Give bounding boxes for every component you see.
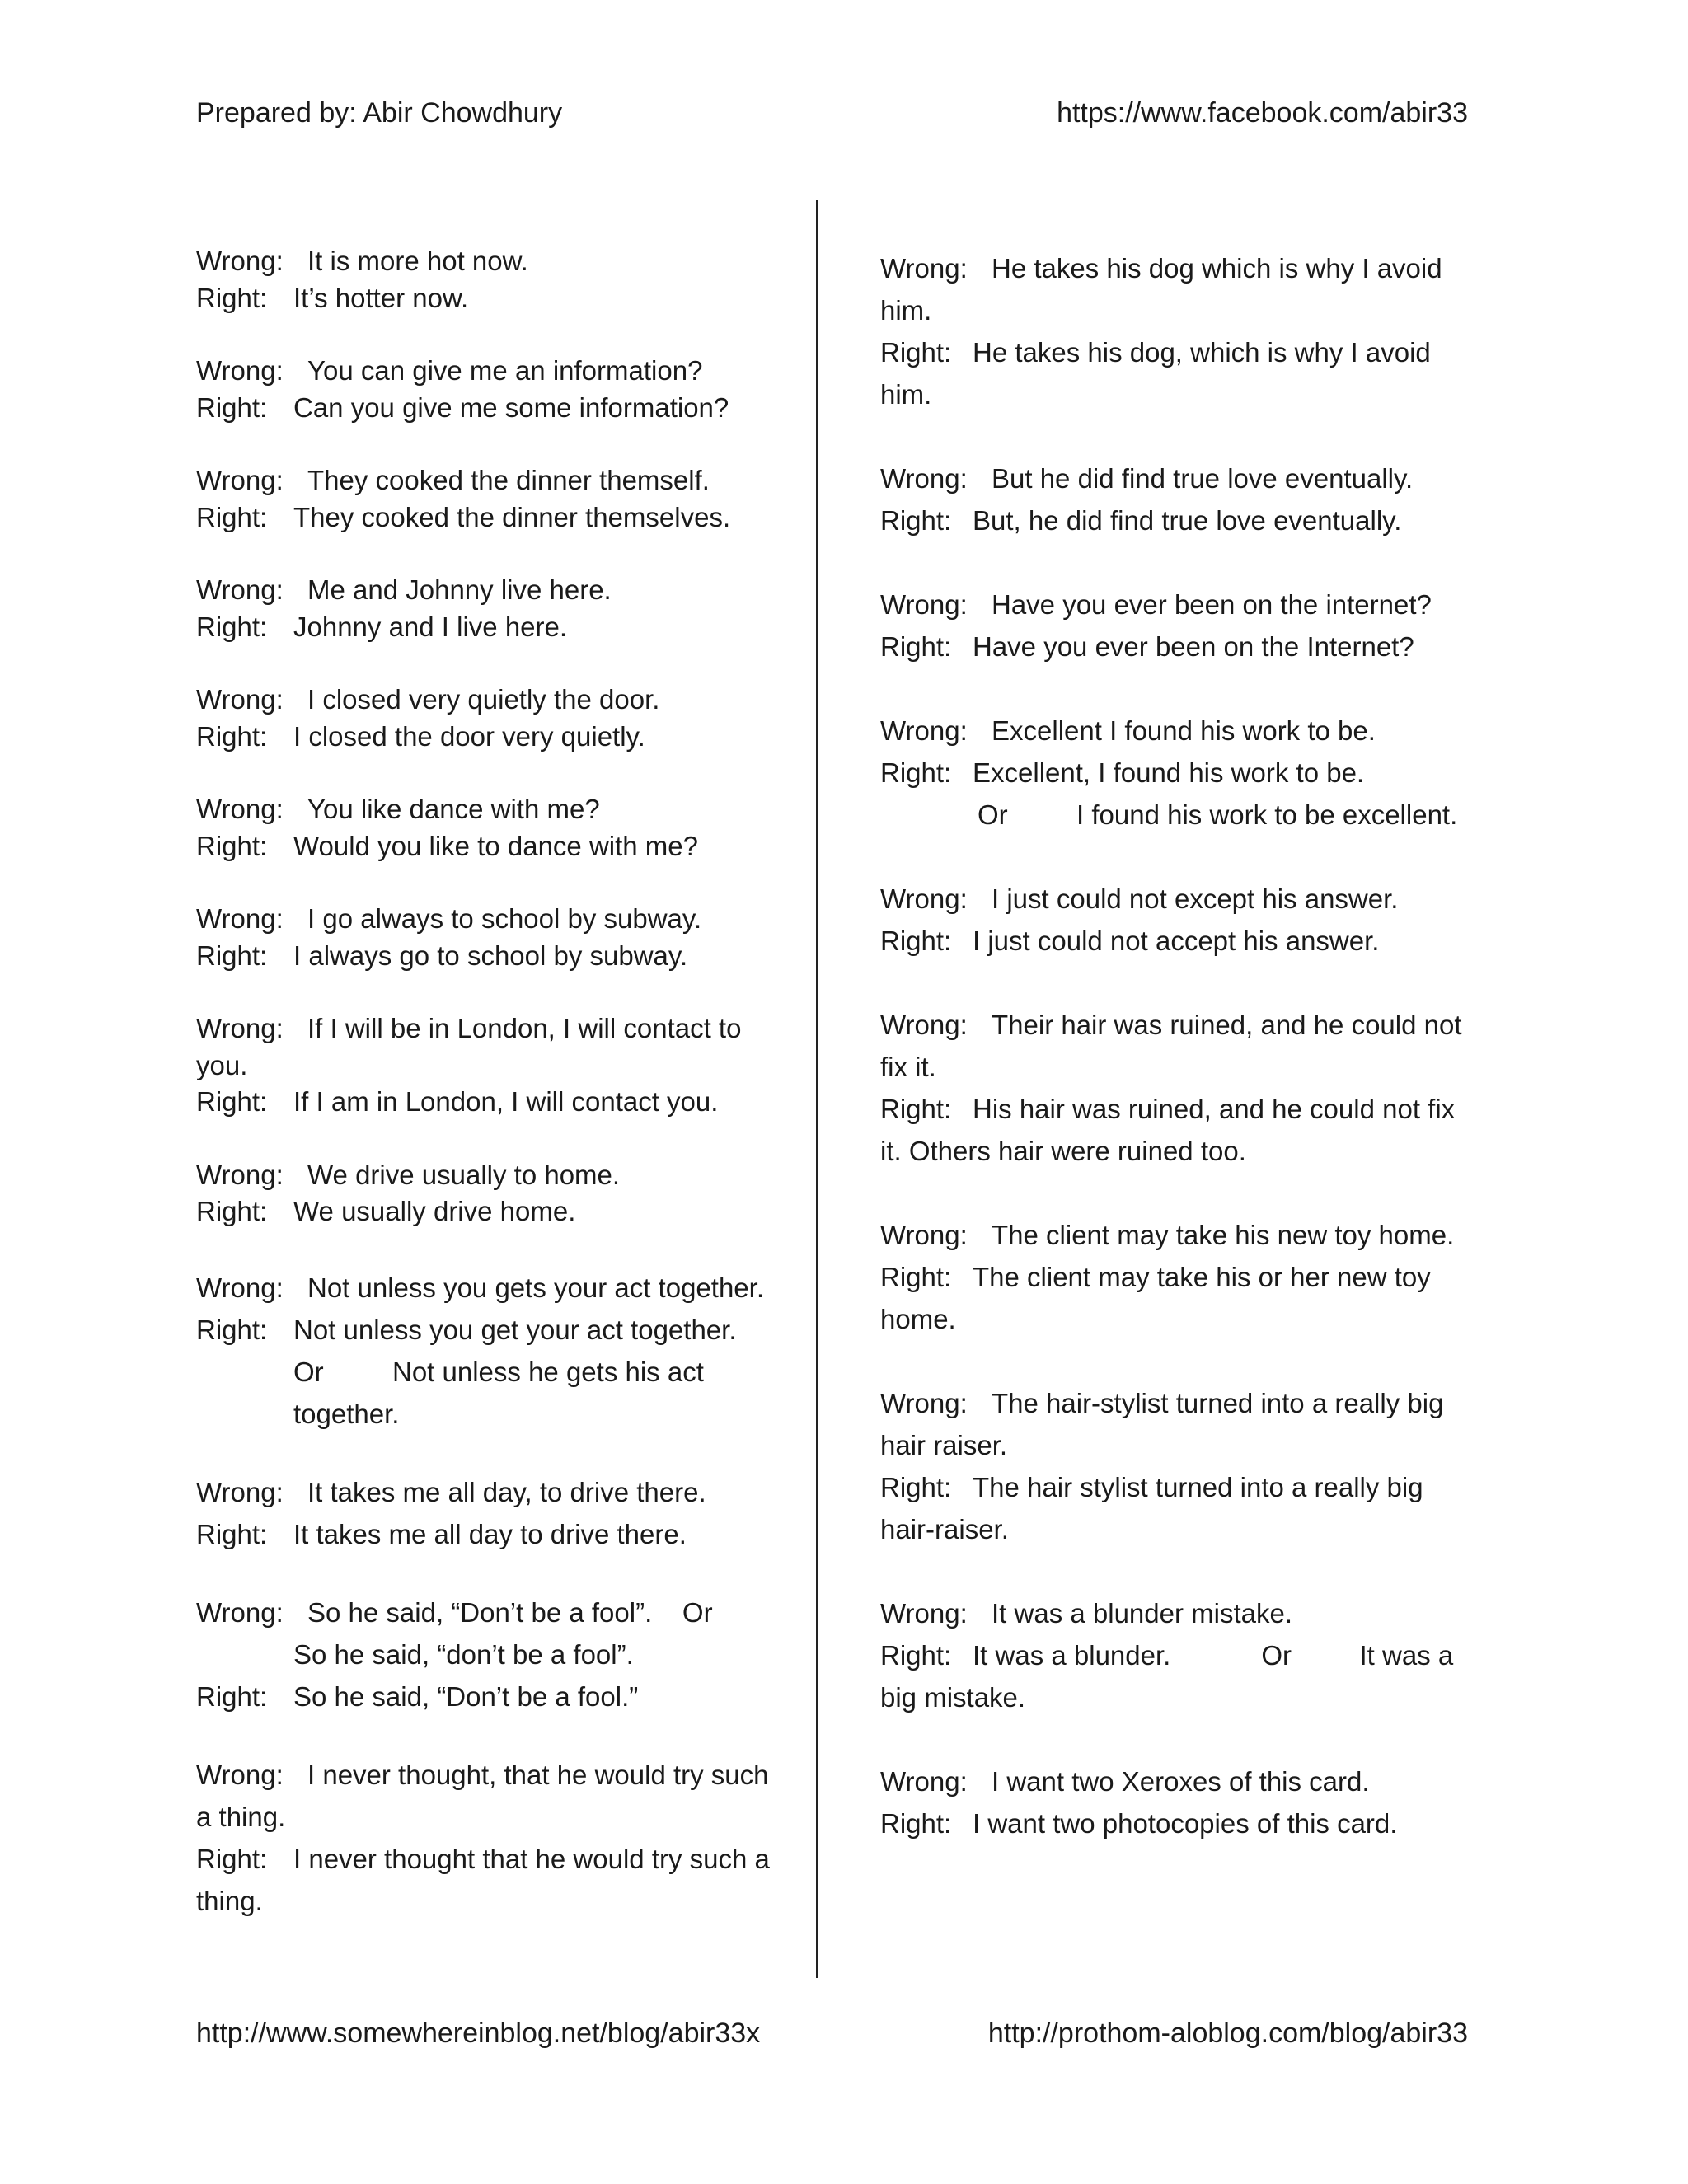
right-label: Right: (880, 505, 952, 536)
right-text: I never thought that he would try such a thing. (196, 1843, 778, 1916)
correction-entry (880, 1382, 1474, 1550)
correction-entry (196, 1267, 790, 1435)
right-label: Right: (196, 1196, 268, 1226)
correction-entry (880, 583, 1474, 668)
right-text: So he said, “Don’t be a fool.” (293, 1680, 639, 1712)
wrong-line (880, 247, 1474, 331)
right-label: Right: (196, 282, 268, 313)
wrong-text: I go always to school by subway. (307, 903, 702, 934)
wrong-label: Wrong: (880, 715, 968, 746)
wrong-text: If I will be in London, I will contact to you. (196, 1013, 749, 1080)
wrong-line (880, 1214, 1474, 1256)
wrong-line (196, 462, 790, 499)
alternative-text: Not unless he gets his act together. (293, 1356, 704, 1429)
wrong-text: He takes his dog which is why I avoid him. (880, 253, 1450, 326)
wrong-label: Wrong: (196, 1013, 284, 1043)
right-text: I want two photocopies of this card. (973, 1808, 1398, 1839)
right-label: Right: (880, 1094, 952, 1124)
wrong-line (196, 791, 790, 828)
wrong-label: Wrong: (196, 684, 284, 715)
right-text: Can you give me some information? (293, 391, 729, 423)
correction-entry (196, 572, 790, 645)
wrong-label: Wrong: (880, 589, 968, 620)
footer-blog-url: http://www.somewhereinblog.net/blog/abir33x (196, 2018, 761, 2049)
wrong-text: Not unless you gets your act together. (307, 1272, 764, 1303)
right-text: I just could not accept his answer. (973, 926, 1380, 956)
correction-entry (880, 1004, 1474, 1172)
right-label: Right: (196, 1518, 268, 1549)
left-column (196, 243, 790, 1958)
wrong-text: It takes me all day, to drive there. (307, 1476, 706, 1507)
correction-entry (196, 353, 790, 426)
right-line (880, 331, 1474, 415)
right-line (880, 1088, 1474, 1172)
right-label: Right: (880, 1808, 952, 1839)
wrong-continuation (196, 1633, 790, 1675)
wrong-label: Wrong: (196, 1159, 284, 1190)
right-line (196, 499, 790, 537)
wrong-text: It is more hot now. (307, 246, 528, 276)
right-line (196, 1675, 790, 1718)
right-label: Right: (880, 337, 952, 368)
right-line (196, 1193, 790, 1230)
wrong-text: You like dance with me? (307, 794, 600, 824)
wrong-line (196, 1010, 790, 1084)
wrong-text: Excellent I found his work to be. (992, 715, 1376, 746)
footer-prothom-alo-url: http://prothom-aloblog.com/blog/abir33 (987, 2018, 1468, 2049)
correction-entry (880, 1592, 1474, 1718)
right-label: Right: (196, 830, 268, 861)
wrong-label: Wrong: (880, 463, 968, 494)
right-text: It’s hotter now. (293, 282, 469, 313)
right-text: Johnny and I live here. (293, 611, 568, 642)
correction-entry (196, 1157, 790, 1230)
right-text: Would you like to dance with me? (293, 830, 698, 861)
wrong-line (880, 1382, 1474, 1466)
right-label: Right: (880, 631, 952, 662)
right-text: We usually drive home. (293, 1196, 576, 1226)
or-label: Or (293, 1356, 324, 1387)
wrong-line (880, 710, 1474, 752)
wrong-label: Wrong: (196, 794, 284, 824)
or-label: Or (978, 799, 1008, 830)
wrong-line (880, 1004, 1474, 1088)
right-text: The hair stylist turned into a really big hair-raiser. (880, 1472, 1431, 1544)
right-text: If I am in London, I will contact you. (293, 1086, 719, 1117)
correction-entry (880, 710, 1474, 836)
wrong-text: So he said, “Don’t be a fool”. Or (307, 1596, 713, 1628)
wrong-alt-text: So he said, “don’t be a fool”. (293, 1638, 634, 1670)
wrong-text: The client may take his new toy home. (992, 1220, 1455, 1250)
wrong-line (880, 1592, 1474, 1634)
correction-entry (880, 1214, 1474, 1340)
right-text: But, he did find true love eventually. (973, 505, 1402, 536)
wrong-line (880, 583, 1474, 626)
wrong-label: Wrong: (196, 465, 284, 495)
right-line (196, 1838, 790, 1922)
right-text: The client may take his or her new toy home. (880, 1262, 1438, 1334)
wrong-line (196, 243, 790, 280)
wrong-label: Wrong: (196, 1272, 284, 1303)
wrong-label: Wrong: (880, 883, 968, 914)
right-label: Right: (880, 757, 952, 788)
correction-entry (196, 1010, 790, 1121)
right-text: I always go to school by subway. (293, 940, 688, 971)
correction-entry (880, 1760, 1474, 1844)
right-line (880, 752, 1474, 794)
alternative-text: I found his work to be excellent. (1076, 799, 1458, 830)
right-label: Right: (196, 501, 268, 532)
right-text: He takes his dog, which is why I avoid him. (880, 337, 1438, 410)
right-line (880, 499, 1474, 541)
correction-entry (196, 1471, 790, 1555)
wrong-text: Have you ever been on the internet? (992, 589, 1432, 620)
wrong-text: You can give me an information? (307, 355, 703, 386)
wrong-label: Wrong: (880, 1388, 968, 1418)
right-label: Right: (880, 1262, 952, 1292)
wrong-line (880, 457, 1474, 499)
correction-entry (880, 457, 1474, 541)
wrong-line (196, 353, 790, 390)
correction-entry (880, 247, 1474, 415)
wrong-line (196, 901, 790, 938)
right-label: Right: (196, 391, 268, 423)
wrong-line (880, 878, 1474, 920)
correction-entry (196, 462, 790, 536)
wrong-text: I want two Xeroxes of this card. (992, 1766, 1370, 1797)
wrong-text: Their hair was ruined, and he could not fix it. (880, 1010, 1470, 1082)
wrong-text: The hair-stylist turned into a really big hair raiser. (880, 1388, 1451, 1460)
wrong-text: I just could not except his answer. (992, 883, 1399, 914)
right-text: I closed the door very quietly. (293, 720, 645, 752)
right-text: Have you ever been on the Internet? (973, 631, 1414, 662)
right-label: Right: (196, 1680, 268, 1712)
wrong-line (196, 1267, 790, 1309)
alternative-line (196, 1351, 790, 1435)
correction-entry (196, 243, 790, 316)
wrong-text: They cooked the dinner themself. (307, 465, 710, 495)
wrong-line (196, 572, 790, 609)
wrong-text: I closed very quietly the door. (307, 684, 660, 715)
correction-entry (196, 901, 790, 974)
right-line (196, 1513, 790, 1555)
correction-entry (880, 878, 1474, 962)
wrong-line (196, 1157, 790, 1194)
wrong-line (196, 1471, 790, 1513)
right-text: His hair was ruined, and he could not fix it. Others hair were ruined too. (880, 1094, 1463, 1166)
right-label: Right: (196, 1843, 268, 1874)
wrong-text: Me and Johnny live here. (307, 574, 612, 605)
wrong-label: Wrong: (196, 1476, 284, 1507)
right-line (196, 280, 790, 317)
alternative-line (880, 794, 1474, 836)
wrong-text: But he did find true love eventually. (992, 463, 1414, 494)
right-line (880, 1466, 1474, 1550)
wrong-line (196, 682, 790, 719)
wrong-line (880, 1760, 1474, 1802)
right-line (196, 609, 790, 646)
right-label: Right: (196, 720, 268, 752)
header-author: Prepared by: Abir Chowdhury (196, 97, 563, 129)
right-label: Right: (880, 1472, 952, 1502)
wrong-label: Wrong: (196, 574, 284, 605)
column-divider (816, 200, 818, 1978)
wrong-label: Wrong: (880, 1598, 968, 1629)
right-label: Right: (880, 926, 952, 956)
right-text: It was a blunder. Or It was a big mistake. (880, 1640, 1461, 1713)
right-text: It takes me all day to drive there. (293, 1518, 687, 1549)
wrong-text: We drive usually to home. (307, 1159, 621, 1190)
wrong-label: Wrong: (196, 1596, 284, 1628)
right-line (880, 1802, 1474, 1844)
header-facebook-url: https://www.facebook.com/abir33 (1057, 97, 1468, 129)
wrong-text: I never thought, that he would try such a thing. (196, 1759, 776, 1832)
right-label: Right: (196, 611, 268, 642)
wrong-label: Wrong: (880, 1220, 968, 1250)
right-line (196, 1084, 790, 1121)
right-line (880, 626, 1474, 668)
right-label: Right: (196, 1314, 268, 1345)
wrong-label: Wrong: (196, 1759, 284, 1790)
wrong-label: Wrong: (880, 1766, 968, 1797)
correction-entry (196, 682, 790, 755)
right-line (196, 938, 790, 975)
right-line (196, 828, 790, 865)
wrong-line (196, 1591, 790, 1633)
right-line (880, 1634, 1474, 1718)
correction-entry (196, 1754, 790, 1922)
correction-entry (196, 1591, 790, 1718)
right-text: They cooked the dinner themselves. (293, 501, 731, 532)
right-label: Right: (196, 940, 268, 971)
right-text: Not unless you get your act together. (293, 1314, 737, 1345)
wrong-label: Wrong: (196, 903, 284, 934)
wrong-text: It was a blunder mistake. (992, 1598, 1292, 1629)
wrong-line (196, 1754, 790, 1838)
right-label: Right: (196, 1086, 268, 1117)
right-label: Right: (880, 1640, 952, 1671)
correction-entry (196, 791, 790, 865)
wrong-label: Wrong: (880, 1010, 968, 1040)
right-line (880, 1256, 1474, 1340)
right-line (196, 390, 790, 427)
wrong-label: Wrong: (196, 246, 284, 276)
right-line (196, 719, 790, 756)
right-column (880, 247, 1474, 1886)
right-text: Excellent, I found his work to be. (973, 757, 1365, 788)
right-line (196, 1309, 790, 1351)
right-line (880, 920, 1474, 962)
wrong-label: Wrong: (880, 253, 968, 284)
wrong-label: Wrong: (196, 355, 284, 386)
